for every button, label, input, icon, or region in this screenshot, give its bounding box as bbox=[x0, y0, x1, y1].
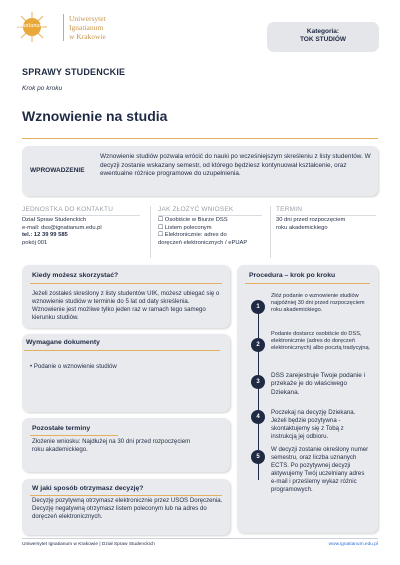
category-badge bbox=[267, 22, 379, 52]
when-text: Jeżeli zostałeś skreślony z listy studentów UIK, możesz ubiegać się o wznowienie studiów w terminie do 5 lat od daty skreślenia. Wznowienie jest możliwe tylko jeden raz w ramach tego samego kierunku studiów. bbox=[32, 290, 220, 321]
when-head: Kiedy możesz skorzystać? bbox=[32, 272, 119, 279]
step-number: 5 bbox=[251, 450, 265, 464]
step-text: DSS zarejestruje Twoje podanie i przekaże je do właściwego Dziekana. bbox=[271, 372, 366, 396]
when-card bbox=[22, 265, 230, 328]
deadline-line2: roku akademickiego bbox=[276, 224, 328, 231]
submit-option-in-person: ☐ Osobiście w Biurze DSS bbox=[158, 217, 228, 223]
intro-label: WPROWADZENIE bbox=[30, 167, 85, 174]
footer-divider bbox=[22, 538, 378, 539]
logo-name-line3: w Krakowie bbox=[69, 31, 106, 41]
deadline-line1: 30 dni przed rozpoczęciem bbox=[276, 217, 346, 223]
docs-rule bbox=[24, 350, 220, 351]
step-number: 4 bbox=[251, 410, 265, 424]
contact-email[interactable]: e-mail: dss@ignatianum.edu.pl bbox=[22, 224, 102, 231]
step-text: Podanie dostarcz osobiście do DSS, elektronicznie (adres do doręczeń elektronicznych) albo pocztą tradycyjną. bbox=[271, 331, 371, 351]
logo-brand-text: Ignatianum bbox=[16, 23, 44, 29]
title-divider bbox=[22, 138, 378, 139]
info-separator bbox=[150, 206, 151, 258]
logo-university-name bbox=[63, 14, 106, 41]
page-subtitle: Krok po kroku bbox=[22, 85, 63, 92]
deadline-column bbox=[276, 206, 378, 258]
submit-column bbox=[158, 206, 266, 258]
page-title: Wznowienie na studia bbox=[22, 108, 168, 124]
docs-card bbox=[22, 334, 230, 412]
footer-website-link[interactable]: www.ignatianum.edu.pl bbox=[328, 542, 378, 547]
intro-text: Wznowienie studiów pozwala wrócić do nauki po wcześniejszym skreśleniu z listy studentów. W decyzji zostanie wskazany semestr, od którego będziesz kontynuował kształcenie, oraz ewentualne różnice programowe do uzupełnienia. bbox=[100, 153, 371, 177]
decision-rule bbox=[30, 495, 222, 496]
contact-room: pokój 001 bbox=[22, 239, 48, 246]
submit-body bbox=[158, 217, 266, 247]
other-deadlines-card bbox=[22, 418, 230, 472]
procedure-head: Procedura – krok po kroku bbox=[249, 272, 336, 279]
when-rule bbox=[30, 283, 222, 284]
step-text: Złóż podanie o wznowienie studiów najpóźniej 30 dni przed rozpoczęciem roku akademickiego. bbox=[271, 293, 365, 313]
docs-list-item: • Podanie o wznowienie studiów bbox=[30, 363, 117, 370]
contact-column bbox=[22, 206, 144, 258]
info-separator bbox=[270, 206, 271, 258]
submit-option-electronic-cont: doręczeń elektronicznych / ePUAP bbox=[158, 239, 248, 246]
decision-text: Decyzję pozytywną otrzymasz elektronicznie przez USOS Doręczenia. Decyzję negatywną otrzymasz listem poleconym lub na adres do doręczeń elektronicznych. bbox=[32, 497, 223, 520]
deadline-head: TERMIN bbox=[276, 206, 303, 213]
other-deadlines-text: Złożenie wniosku: Najdłużej na 30 dni przed rozpoczęciem roku akademickiego. bbox=[32, 438, 191, 453]
intro-box bbox=[22, 146, 378, 196]
submit-head: JAK ZŁOŻYĆ WNIOSEK bbox=[158, 206, 234, 213]
other-deadlines-rule bbox=[30, 435, 118, 436]
submit-option-electronic: ☐ Elektronicznie: adres do bbox=[158, 232, 227, 239]
docs-item-1: Podanie o wznowienie studiów bbox=[33, 363, 117, 370]
decision-card bbox=[22, 479, 230, 535]
deadline-body bbox=[276, 217, 378, 232]
step-number: 1 bbox=[251, 300, 265, 314]
sun-emblem-icon bbox=[12, 10, 58, 44]
submit-option-mail: ☐ Listem poleconym bbox=[158, 224, 212, 231]
footer-org: Uniwersytet Ignatianum w Krakowie | Dział Spraw Studenckich bbox=[22, 542, 155, 547]
category-value: TOK STUDIÓW bbox=[299, 36, 347, 43]
contact-unit: Dział Spraw Studenckich bbox=[22, 217, 87, 223]
docs-head: Wymagane dokumenty bbox=[26, 339, 100, 346]
decision-head: W jaki sposób otrzymasz decyzję? bbox=[32, 485, 144, 492]
step-number: 2 bbox=[251, 338, 265, 352]
info-row bbox=[22, 206, 378, 258]
procedure-rule bbox=[245, 283, 370, 284]
procedure-card bbox=[237, 265, 378, 533]
step-text: Poczekaj na decyzję Dziekana. Jeżeli będzie pozytywna - skontaktujemy się z Tobą z instrukcją jej odbioru. bbox=[271, 409, 356, 440]
contact-phone: tel.: 12 39 99 585 bbox=[22, 232, 68, 239]
section-title: SPRAWY STUDENCKIE bbox=[22, 67, 126, 77]
contact-body bbox=[22, 217, 144, 247]
other-deadlines-head: Pozostałe terminy bbox=[32, 425, 91, 432]
logo-name-line1: Uniwersytet bbox=[69, 13, 106, 23]
step-number: 3 bbox=[251, 375, 265, 389]
logo-name-line2: Ignatianum bbox=[69, 22, 104, 32]
category-label: Kategoria: bbox=[306, 28, 340, 35]
step-text: W decyzji zostanie określony numer semestru, oraz liczba uznanych ECTS. Po pozytywnej decyzji aktywujemy Twój uczelniany adres e-mail i prześlemy wykaz różnic programowych. bbox=[271, 446, 369, 493]
contact-head: JEDNOSTKA DO KONTAKTU bbox=[22, 206, 114, 213]
university-logo bbox=[12, 10, 106, 44]
